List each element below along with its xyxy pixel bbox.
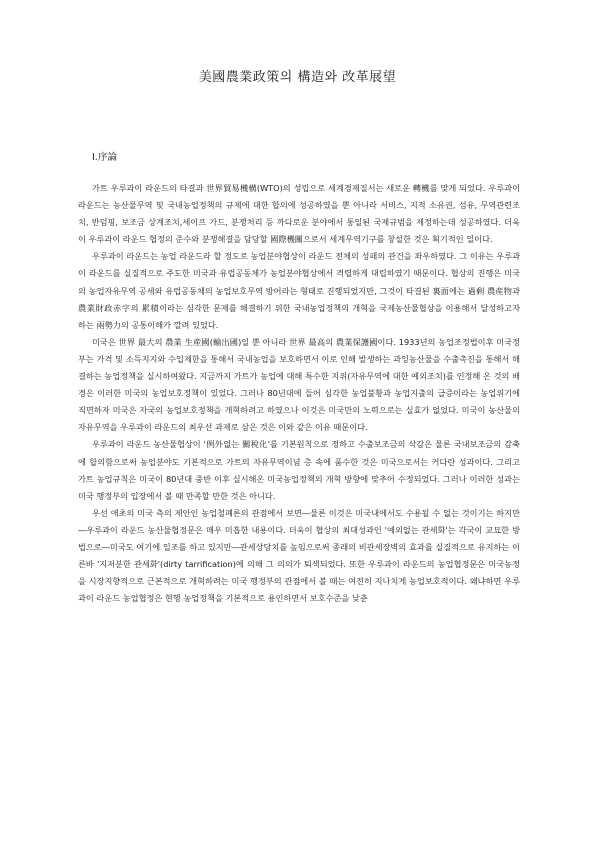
section-heading: Ⅰ.序論 <box>92 152 117 163</box>
document-title: 美國農業政策의 構造와 改革展望 <box>198 70 397 85</box>
paragraph: 가트 우루과이 라운드의 타결과 世界貿易機構(WTO)의 성립으로 세계경제질서는 새로운 轉機를 맞게 되었다. 우루과이 라운드는 농산물무역 및 국내농업정책의 규제에 대한 합의에 성공하였을 뿐 아니라 서비스, 지적 소유권, 섬유, 무역관련조치, 반덤핑, 보조금 상계조치,세이프 가드, 분쟁처리 등 까다로운 분야에서 통일된 국제규범을 제정하는데 성공하였다. 더욱이 우루과이 라운드 협정의 준수와 분쟁해결을 담당할 國際機關으로서 세계무역기구를 창설한 것은 획기적인 일이다. <box>78 183 520 245</box>
paragraph: 우루과이 라운드 농산물협상이 '例外없는 關稅化'를 기본원칙으로 정하고 수출보조금의 삭감은 물론 국내보조금의 감축에 합의함으로써 농업분야도 기본적으로 가트의 자유무역이념 층 속에 품수한 것은 미국으로서는 커다란 성과이다. 그리고 가트 농업규칙은 미국이 80년대 중반 이후 실시해온 미국농업정책의 개혁 방향에 맞추어 수정되었다. 그러나 이러한 성과는 미국 행정부의 입장에서 볼 때 만족할 만한 것은 아니다. <box>78 439 520 501</box>
paragraph: 우선 애초의 미국 측의 제안인 농업철폐론의 관점에서 보면―물론 이것은 미국내에서도 수용될 수 없는 것이기는 하지만―우루과이 라운드 농산물협정문은 매우 미흡한 내용이다. 더욱이 협상의 최대성과인 '예외없는 관세화'는 각국이 교묘한 방법으로―미국도 여기에 일조를 하고 있지만―관세상당치를 높임으로써 종래의 비관세장벽의 효과를 실질적으로 유지하는 이른바 '지저분한 관세화'(dirty tarrification)에 의해 그 의의가 퇴색되었다. 또한 우루과이 라운드의 농업협정문은 미국농정을 시장지향적으로 근본적으로 개혁하려는 미국 행정부의 관점에서 볼 때는 여전히 지나치게 농업보호적이다. 왜냐하면 우루과이 라운드 농업협정은 현행 농업정책을 기본적으로 용인하면서 보호수준을 낮춘 <box>78 507 520 604</box>
paragraph: 미국은 世界 最大의 農業 生産國(輸出國)일 뿐 아니라 世界 最高의 農業保護國이다. 1933년의 농업조정법이후 미국정부는 가격 및 소득지지와 수입제한을 통해서 국내농업을 보호하면서 이로 인해 발생하는 과잉농산물을 수출촉진을 통해서 해결하는 농업정책을 실시하여왔다. 지금까지 가트가 농업에 대해 특수한 지위(자유무역에 대한 예외조치)를 인정해 온 것의 배경은 이러한 미국의 농업보호정책이 있었다. 그러나 80년대에 들어 심각한 농업불황과 농업지출의 급증이라는 농업위기에 직면하자 미국은 자국의 농업보호정책을 개혁하려고 하였으나 이것은 미국만의 노력으로는 실효가 없었다. 미국이 농산물의 자유무역을 우루과이 라운드의 최우선 과제로 삼은 것은 이와 같은 이유 때문이다. <box>78 336 520 433</box>
paragraph: 우루과이 라운드는 농업 라운드라 할 정도로 농업분야협상이 라운드 전체의 성패의 관건을 좌우하였다. 그 이유는 우루과이 라운드를 실질적으로 주도한 미국과 유럽공동체가 농업분야협상에서 격렬하게 대립하였기 때문이다. 협상의 진행은 미국의 농업자유무역 공세와 유럽공동체의 농업보호무역 방어라는 형태로 진행되었지만, 그것이 타결된 裏面에는 過剩 農産物과 農業財政赤字의 累積이라는 심각한 문제를 해결하기 위한 국내농업정책의 개혁을 국제농산물협상을 이용해서 달성하고자 하는 兩勢力의 공통이해가 깔려 있었다. <box>78 251 520 330</box>
document-body <box>78 180 520 607</box>
